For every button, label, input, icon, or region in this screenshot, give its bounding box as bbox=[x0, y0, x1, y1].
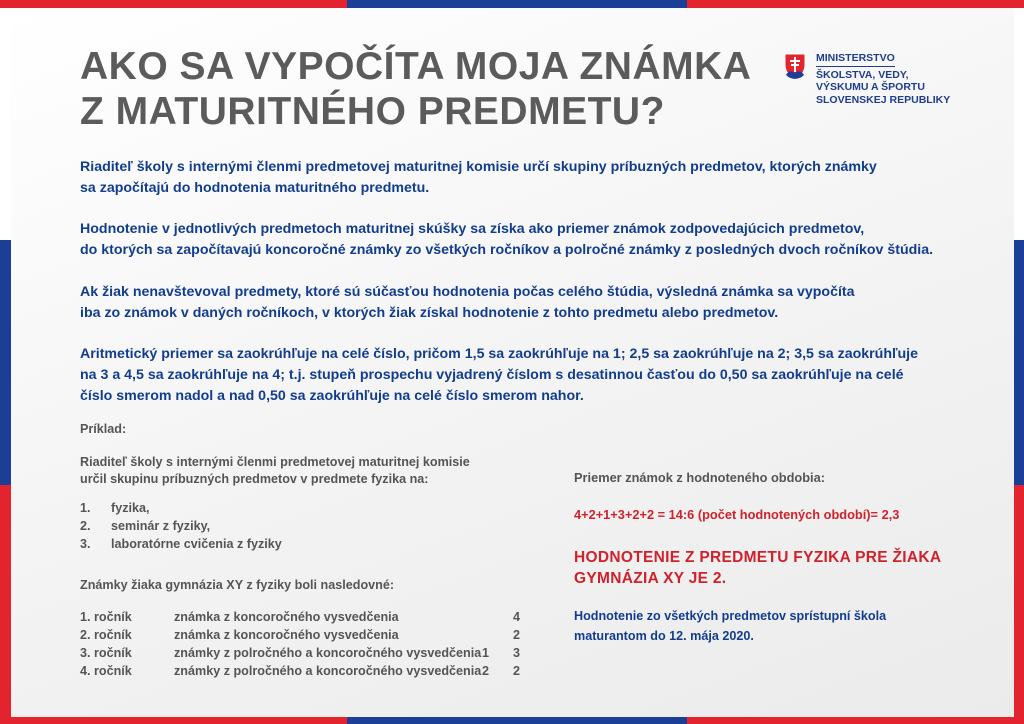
paragraph-2-line-2: do ktorých sa započítavajú koncoročné známky zo všetkých ročníkov a polročné známky z posledných dvoch ročníkov štúdia. bbox=[80, 242, 934, 258]
logo-line-4: SLOVENSKEJ REPUBLIKY bbox=[816, 93, 951, 106]
grade-value-2: 3 bbox=[513, 646, 521, 660]
paragraph-3-line-2: iba zo známok v daných ročníkoch, v ktorých žiak získal hodnotenie z tohto predmetu alebo predmetov. bbox=[80, 305, 779, 321]
grade-description: známka z koncoročného vysvedčenia bbox=[174, 628, 399, 642]
frame-stripe-left-red bbox=[0, 485, 11, 724]
frame-stripe-left-blue bbox=[0, 240, 11, 485]
grade-description: známky z polročného a koncoročného vysvedčenia bbox=[174, 664, 482, 678]
paragraph-4-line-1: Aritmetický priemer sa zaokrúhľuje na celé číslo, pričom 1,5 sa zaokrúhľuje na 1; 2,5 sa zaokrúhľuje na 2; 3,5 sa zaokrúhľuje bbox=[80, 346, 918, 362]
grade-year: 3. ročník bbox=[80, 646, 132, 660]
list-item bbox=[80, 535, 282, 553]
list-item bbox=[80, 499, 282, 517]
paragraph-3-line-1: Ak žiak nenavštevoval predmety, ktoré sú súčasťou hodnotenia počas celého štúdia, výsledná známka sa vypočíta bbox=[80, 284, 855, 300]
average-formula: 4+2+1+3+2+2 = 14:6 (počet hodnotených období)= 2,3 bbox=[574, 507, 900, 522]
result-note bbox=[574, 606, 886, 646]
logo-line-1: MINISTERSTVO bbox=[816, 52, 895, 67]
average-label: Priemer známok z hodnoteného obdobia: bbox=[574, 470, 825, 485]
grade-description: známka z koncoročného vysvedčenia bbox=[174, 610, 399, 624]
paragraph-4-line-2: na 3 a 4,5 sa zaokrúhľuje na 4; t.j. stupeň prospechu vyjadrený číslom s desatinnou časťou do 0,50 sa zaokrúhľuje na celé bbox=[80, 367, 904, 383]
table-row bbox=[80, 644, 525, 662]
table-row bbox=[80, 608, 525, 626]
slovak-coat-of-arms-icon bbox=[784, 53, 806, 80]
frame-stripe-top-blue bbox=[347, 0, 687, 8]
paragraph-4-line-3: číslo smerom nadol a nad 0,50 sa zaokrúhľuje na celé číslo smerom nahor. bbox=[80, 388, 584, 404]
list-item-label: laboratórne cvičenia z fyziky bbox=[111, 537, 282, 551]
frame-stripe-top-red bbox=[0, 0, 347, 8]
example-label: Príklad: bbox=[80, 422, 127, 436]
grade-value-2: 2 bbox=[513, 664, 521, 678]
frame-stripe-right-blue bbox=[1014, 240, 1024, 485]
grade-value-1: 2 bbox=[482, 664, 490, 678]
list-item-label: seminár z fyziky, bbox=[111, 519, 211, 533]
frame-stripe-bottom-red bbox=[0, 716, 347, 724]
list-item-label: fyzika, bbox=[111, 501, 150, 515]
grade-year: 4. ročník bbox=[80, 664, 132, 678]
list-item-number: 3. bbox=[80, 537, 91, 551]
example-intro-line-1: Riaditeľ školy s internými členmi predmetovej maturitnej komisie bbox=[80, 455, 470, 469]
table-row bbox=[80, 626, 525, 644]
frame-stripe-right-red bbox=[1014, 485, 1024, 724]
grade-year: 2. ročník bbox=[80, 628, 132, 642]
result-headline bbox=[574, 547, 941, 589]
paragraph-1 bbox=[80, 157, 877, 199]
grade-description: známky z polročného a koncoročného vysvedčenia bbox=[174, 646, 482, 660]
list-item-number: 2. bbox=[80, 519, 91, 533]
list-item bbox=[80, 517, 282, 535]
list-item-number: 1. bbox=[80, 501, 91, 515]
result-note-line-2: maturantom do 12. mája 2020. bbox=[574, 629, 754, 643]
result-headline-line-1: HODNOTENIE Z PREDMETU FYZIKA PRE ŽIAKA bbox=[574, 549, 942, 566]
table-row bbox=[80, 662, 525, 680]
logo-line-2: ŠKOLSTVA, VEDY, bbox=[816, 68, 909, 81]
grades-table bbox=[80, 608, 525, 680]
paragraph-4 bbox=[80, 344, 918, 407]
grade-year: 1. ročník bbox=[80, 610, 132, 624]
grade-value-1: 1 bbox=[482, 646, 490, 660]
result-note-line-1: Hodnotenie zo všetkých predmetov sprístupní škola bbox=[574, 609, 887, 623]
page-title-line-2: Z MATURITNÉHO PREDMETU? bbox=[80, 90, 665, 133]
result-headline-line-2: GYMNÁZIA XY JE 2. bbox=[574, 570, 727, 587]
example-intro-line-2: určil skupinu príbuzných predmetov v predmete fyzika na: bbox=[80, 472, 429, 486]
grades-intro: Známky žiaka gymnázia XY z fyziky boli nasledovné: bbox=[80, 578, 395, 592]
page-title bbox=[80, 44, 751, 134]
paragraph-1-line-2: sa započítajú do hodnotenia maturitného predmetu. bbox=[80, 180, 430, 196]
paragraph-1-line-1: Riaditeľ školy s internými členmi predmetovej maturitnej komisie určí skupiny príbuzných predmetov, ktorých známky bbox=[80, 159, 877, 175]
page-title-line-1: AKO SA VYPOČÍTA MOJA ZNÁMKA bbox=[80, 45, 752, 88]
subjects-list bbox=[80, 499, 282, 553]
ministry-logo bbox=[784, 52, 984, 112]
grade-value-2: 2 bbox=[513, 628, 521, 642]
paragraph-2-line-1: Hodnotenie v jednotlivých predmetoch maturitnej skúšky sa získa ako priemer známok zodpovedajúcich predmetov, bbox=[80, 221, 865, 237]
paragraph-2 bbox=[80, 219, 933, 261]
frame-stripe-top-red-right bbox=[687, 0, 1024, 8]
grade-value-2: 4 bbox=[513, 610, 521, 624]
frame-stripe-bottom-red-right bbox=[687, 716, 1024, 724]
frame-stripe-bottom-blue bbox=[347, 716, 687, 724]
logo-line-3: VÝSKUMU A ŠPORTU bbox=[816, 81, 925, 93]
paragraph-3 bbox=[80, 282, 855, 324]
